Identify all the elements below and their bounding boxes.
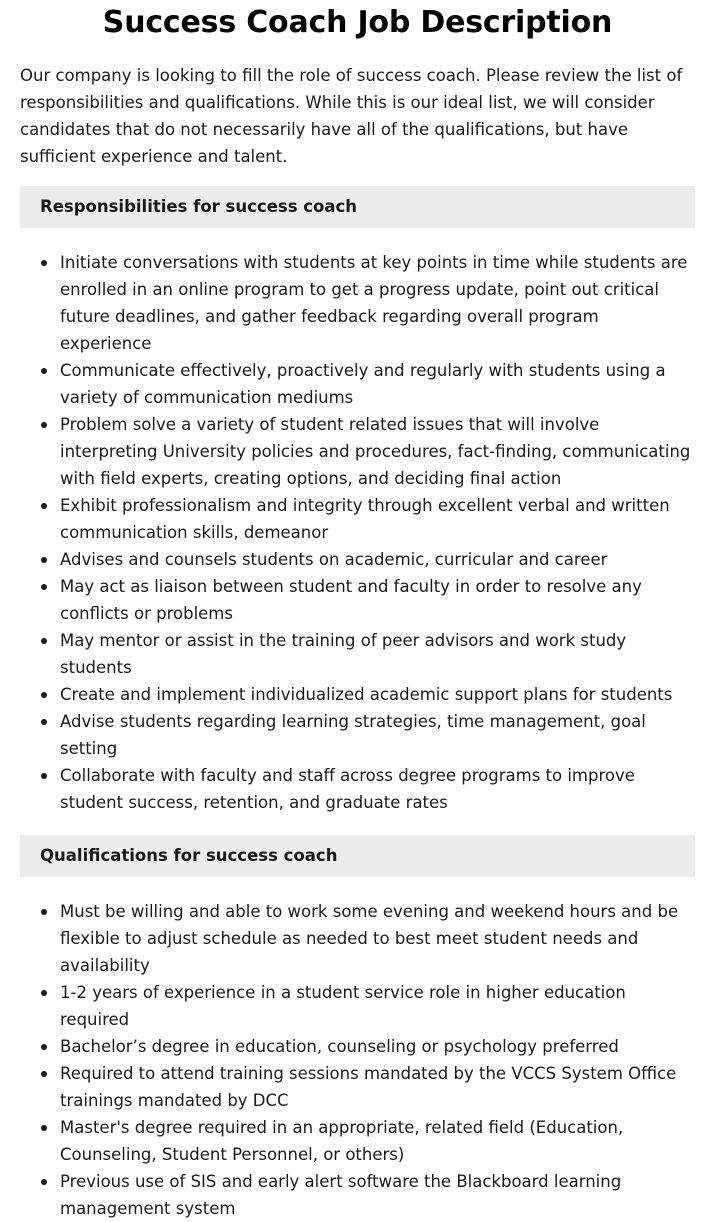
bullet-icon — [41, 422, 47, 428]
list-item-text: Collaborate with faculty and staff across degree programs to improve student success, retention, and graduate rates — [60, 766, 635, 812]
list-item-text: Advises and counsels students on academic, curricular and career — [60, 550, 608, 569]
list-item-text: Advise students regarding learning strategies, time management, goal setting — [60, 712, 646, 758]
list-item — [20, 411, 695, 492]
list-item-text: Required to attend training sessions mandated by the VCCS System Office trainings mandated by DCC — [60, 1064, 677, 1110]
list-item-text: Problem solve a variety of student related issues that will involve interpreting University policies and procedures, fact-finding, communicating with field experts, creating options, and deciding final action — [60, 415, 691, 488]
bullet-icon — [41, 557, 47, 563]
list-item — [20, 627, 695, 681]
list-item-text: Create and implement individualized academic support plans for students — [60, 685, 673, 704]
list-item — [20, 708, 695, 762]
list-item — [20, 492, 695, 546]
intro-paragraph: Our company is looking to fill the role of success coach. Please review the list of responsibilities and qualifications. While this is our ideal list, we will consider candidates that do not necessarily have all of the qualifications, but have sufficient experience and talent. — [20, 66, 683, 166]
list-item-text: 1-2 years of experience in a student service role in higher education required — [60, 983, 626, 1029]
bullet-icon — [41, 692, 47, 698]
list-item — [20, 979, 695, 1033]
list-item — [20, 1168, 695, 1222]
bullet-icon — [41, 990, 47, 996]
bullet-icon — [41, 584, 47, 590]
list-item-text: May mentor or assist in the training of peer advisors and work study students — [60, 631, 627, 677]
bullet-icon — [41, 1125, 47, 1131]
bullet-icon — [41, 1044, 47, 1050]
list-item — [20, 249, 695, 357]
bullet-icon — [41, 503, 47, 509]
responsibilities-list — [20, 249, 695, 816]
bullet-icon — [41, 909, 47, 915]
bullet-icon — [41, 1179, 47, 1185]
bullet-icon — [41, 773, 47, 779]
list-item-text: Must be willing and able to work some evening and weekend hours and be flexible to adjust schedule as needed to best meet student needs and availability — [60, 902, 679, 975]
list-item — [20, 1114, 695, 1168]
qualifications-list — [20, 898, 695, 1222]
list-item-text: Communicate effectively, proactively and regularly with students using a variety of communication mediums — [60, 361, 666, 407]
bullet-icon — [41, 719, 47, 725]
list-item-text: Bachelor’s degree in education, counseling or psychology preferred — [60, 1037, 619, 1056]
responsibilities-heading: Responsibilities for success coach — [20, 186, 695, 228]
list-item — [20, 1033, 695, 1060]
list-item-text: Previous use of SIS and early alert software the Blackboard learning management system — [60, 1172, 622, 1218]
page-title: Success Coach Job Description — [102, 5, 613, 40]
bullet-icon — [41, 1071, 47, 1077]
list-item — [20, 573, 695, 627]
list-item-text: Initiate conversations with students at key points in time while students are enrolled in an online program to get a progress update, point out critical future deadlines, and gather feedback regarding overall program experience — [60, 253, 688, 353]
list-item — [20, 1060, 695, 1114]
list-item-text: Exhibit professionalism and integrity through excellent verbal and written communication skills, demeanor — [60, 496, 670, 542]
list-item-text: May act as liaison between student and faculty in order to resolve any conflicts or problems — [60, 577, 642, 623]
list-item — [20, 546, 695, 573]
qualifications-heading: Qualifications for success coach — [20, 835, 695, 877]
bullet-icon — [41, 368, 47, 374]
list-item — [20, 357, 695, 411]
list-item-text: Master's degree required in an appropriate, related field (Education, Counseling, Student Personnel, or others) — [60, 1118, 624, 1164]
list-item — [20, 898, 695, 979]
bullet-icon — [41, 260, 47, 266]
bullet-icon — [41, 638, 47, 644]
list-item — [20, 762, 695, 816]
list-item — [20, 681, 695, 708]
